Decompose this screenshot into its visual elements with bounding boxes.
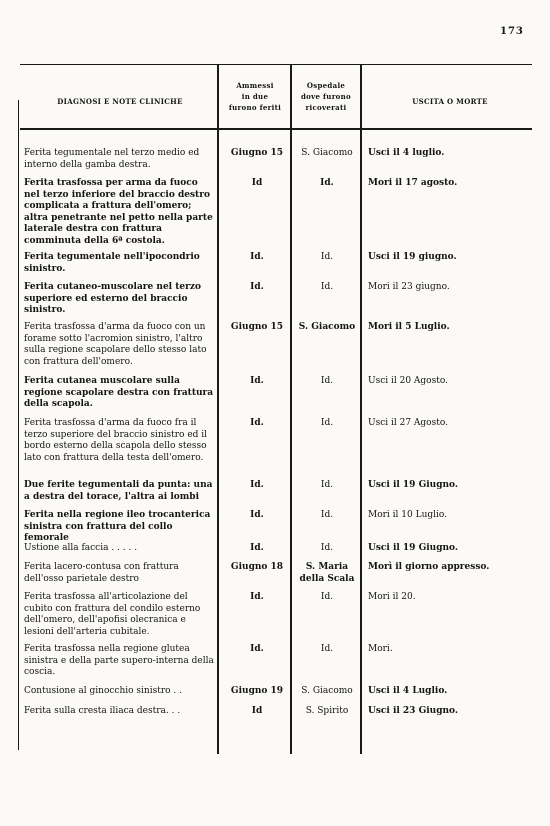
hospital-cell: Id. — [320, 592, 334, 602]
date-cell: Giugno 15 — [230, 148, 284, 158]
header-hospital-line-1: Ospedale — [306, 81, 346, 90]
date-cell: Id. — [250, 510, 264, 520]
diagnosis-cell: Ferita lacero-contusa con frattura dell'osso parietale destro — [24, 562, 179, 584]
outcome-cell: Usci il 4 Luglio. — [368, 686, 448, 696]
date-cell: Giugno 19 — [230, 686, 284, 696]
outcome-cell: Usci il 4 luglio. — [368, 148, 445, 158]
diagnosis-cell: Contusione al ginocchio sinistro . . — [24, 686, 182, 696]
header-hospital-line-3: ricoverati — [305, 103, 347, 112]
outcome-cell: Morì il giorno appresso. — [368, 562, 490, 572]
diagnosis-cell: Ferita cutanea muscolare sulla regione scapolare destra con frattura della scapola. — [24, 376, 214, 409]
column-divider-1 — [217, 64, 219, 754]
page-number: 173 — [500, 26, 524, 37]
date-cell: Id. — [250, 282, 264, 292]
header-date-line-1: Ammessi — [236, 81, 274, 90]
hospital-cell: S. Giacomo — [298, 322, 356, 332]
outcome-cell: Usci il 19 giugno. — [368, 252, 457, 262]
date-cell: Id. — [250, 252, 264, 262]
hospital-cell: Id. — [320, 644, 334, 654]
hospital-cell: Id. — [320, 282, 334, 292]
date-cell: Id — [251, 706, 263, 716]
hospital-cell: S. Spirito — [305, 706, 349, 716]
hospital-cell: Id. — [320, 252, 334, 262]
header-diagnosis: DIAGNOSI E NOTE CLINICHE — [57, 97, 183, 106]
hospital-cell: Id. — [320, 510, 334, 520]
outcome-cell: Mori il 23 giugno. — [368, 282, 450, 292]
date-cell: Id — [251, 178, 263, 188]
outcome-cell: Mori il 20. — [368, 592, 416, 602]
diagnosis-cell: Ferita tegumentale nel terzo medio ed interno della gamba destra. — [24, 148, 200, 170]
outcome-cell: Usci il 23 Giugno. — [368, 706, 459, 716]
hospital-cell: Id. — [320, 376, 334, 386]
diagnosis-cell: Due ferite tegumentali da punta: una a destra del torace, l'altra ai lombi — [24, 480, 213, 502]
hospital-cell: Id. — [320, 178, 334, 188]
date-cell: Giugno 18 — [230, 562, 284, 572]
header-date — [220, 80, 290, 113]
date-cell: Id. — [250, 644, 264, 654]
outcome-cell: Usci il 19 Giugno. — [368, 480, 459, 490]
hospital-cell: Id. — [320, 543, 334, 553]
outcome-cell: Usci il 19 Giugno. — [368, 543, 459, 553]
header-hospital — [292, 80, 360, 113]
outcome-cell: Mori. — [368, 644, 393, 654]
date-cell: Giugno 15 — [230, 322, 284, 332]
hospital-cell: S. Giacomo — [301, 148, 353, 158]
diagnosis-cell: Ferita sulla cresta iliaca destra. . . — [24, 706, 181, 716]
date-cell: Id. — [250, 376, 264, 386]
date-cell: Id. — [250, 418, 264, 428]
header-bottom-rule — [20, 128, 532, 130]
outcome-cell: Usci il 27 Agosto. — [368, 418, 448, 428]
diagnosis-cell: Ferita nella regione ileo trocanterica sinistra con frattura del collo femorale — [24, 510, 211, 543]
diagnosis-cell: Ferita trasfossa all'articolazione del cubito con frattura del condilo esterno dell'omero, dell'apofisi olecranica e lesioni dell'arteria cubitale. — [24, 592, 201, 637]
outcome-cell: Mori il 10 Luglio. — [368, 510, 448, 520]
date-cell: Id. — [250, 543, 264, 553]
hospital-cell: Id. — [320, 418, 334, 428]
diagnosis-cell: Ferita tegumentale nell'ipocondrio sinistro. — [24, 252, 200, 274]
diagnosis-cell: Ferita trasfossa d'arma da fuoco con un forame sotto l'acromion sinistro, l'altro sulla regione scapolare dello stesso lato con frattura dell'omero. — [24, 322, 207, 367]
diagnosis-cell: Ustione alla faccia . . . . . — [24, 543, 138, 553]
diagnosis-cell: Ferita trasfossa nella regione glutea sinistra e della parte supero-interna della coscia. — [24, 644, 214, 677]
diagnosis-cell: Ferita trasfossa per arma da fuoco nel terzo inferiore del braccio destro complicata a frattura dell'omero; altra penetrante nel petto nella parte laterale destra con frattura comminuta della 6ª costola. — [24, 178, 213, 246]
hospital-cell: S. Giacomo — [301, 686, 353, 696]
header-date-line-2: in due — [241, 92, 269, 101]
outcome-cell: Usci il 20 Agosto. — [368, 376, 448, 386]
date-cell: Id. — [250, 592, 264, 602]
hospital-cell: S. Maria della Scala — [299, 562, 355, 584]
outcome-cell: Mori il 5 Luglio. — [368, 322, 450, 332]
left-margin-line — [18, 100, 19, 750]
date-cell: Id. — [250, 480, 264, 490]
diagnosis-cell: Ferita trasfossa d'arma da fuoco fra il terzo superiore del braccio sinistro ed il bordo esterno della scapola dello stesso lato con frattura della testa dell'omero. — [24, 418, 208, 463]
hospital-cell: Id. — [320, 480, 334, 490]
header-top-rule — [20, 64, 532, 65]
diagnosis-cell: Ferita cutaneo-muscolare nel terzo superiore ed esterno del braccio sinistro. — [24, 282, 201, 315]
header-outcome: USCITA O MORTE — [412, 97, 488, 106]
outcome-cell: Mori il 17 agosto. — [368, 178, 458, 188]
header-hospital-line-2: dove furono — [300, 92, 352, 101]
header-date-line-3: furono feriti — [228, 103, 282, 112]
